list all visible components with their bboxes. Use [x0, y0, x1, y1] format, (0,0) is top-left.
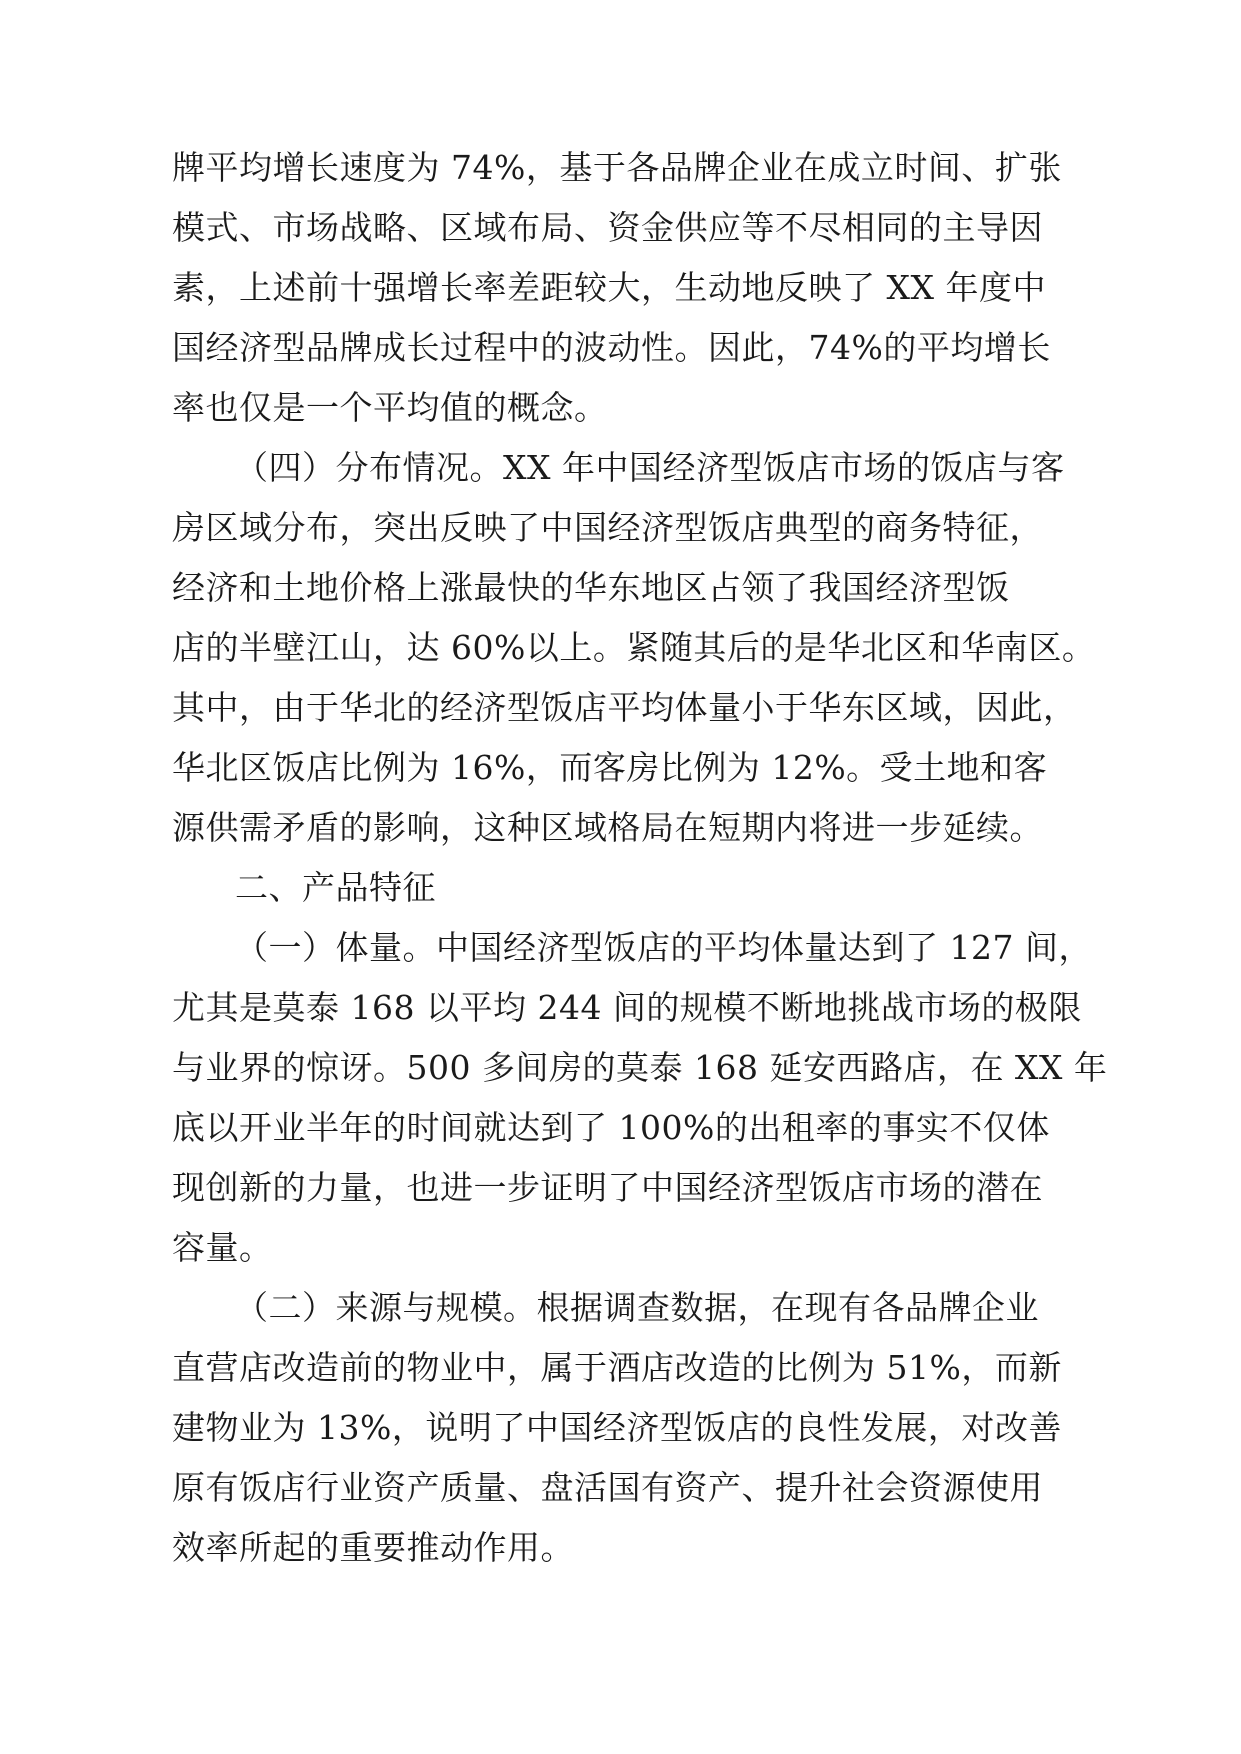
section-heading-source-scale: （二）来源与规模。根据调查数据，在现有各品牌企业	[235, 1288, 1039, 1327]
text-line: 与业界的惊讶。500 多间房的莫泰 168 延安西路店，在 XX 年	[172, 1048, 1108, 1087]
section-heading-volume: （一）体量。中国经济型饭店的平均体量达到了 127 间，	[235, 928, 1092, 967]
text-line: 直营店改造前的物业中，属于酒店改造的比例为 51%，而新	[172, 1348, 1062, 1387]
text-line: 牌平均增长速度为 74%，基于各品牌企业在成立时间、扩张	[172, 148, 1062, 187]
text-line: 店的半壁江山，达 60%以上。紧随其后的是华北区和华南区。	[172, 628, 1096, 667]
text-line: 效率所起的重要推动作用。	[172, 1528, 574, 1567]
section-heading-product: 二、产品特征	[235, 868, 436, 907]
text-line: 经济和土地价格上涨最快的华东地区占领了我国经济型饭	[172, 568, 1010, 607]
text-line: 华北区饭店比例为 16%，而客房比例为 12%。受土地和客	[172, 748, 1048, 787]
text-line: 率也仅是一个平均值的概念。	[172, 388, 608, 427]
text-line: 素，上述前十强增长率差距较大，生动地反映了 XX 年度中	[172, 268, 1046, 307]
text-line: 底以开业半年的时间就达到了 100%的出租率的事实不仅体	[172, 1108, 1050, 1147]
text-line: 建物业为 13%，说明了中国经济型饭店的良性发展，对改善	[172, 1408, 1062, 1447]
text-line: 尤其是莫泰 168 以平均 244 间的规模不断地挑战市场的极限	[172, 988, 1082, 1027]
text-line: 容量。	[172, 1228, 273, 1267]
text-line: 国经济型品牌成长过程中的波动性。因此，74%的平均增长	[172, 328, 1051, 367]
text-line: 源供需矛盾的影响，这种区域格局在短期内将进一步延续。	[172, 808, 1043, 847]
text-line: 其中，由于华北的经济型饭店平均体量小于华东区域，因此，	[172, 688, 1077, 727]
text-line: 模式、市场战略、区域布局、资金供应等不尽相同的主导因	[172, 208, 1043, 247]
text-line: 现创新的力量，也进一步证明了中国经济型饭店市场的潜在	[172, 1168, 1043, 1207]
text-line: 原有饭店行业资产质量、盘活国有资产、提升社会资源使用	[172, 1468, 1043, 1507]
section-heading-distribution: （四）分布情况。XX 年中国经济型饭店市场的饭店与客	[235, 448, 1065, 487]
text-line: 房区域分布，突出反映了中国经济型饭店典型的商务特征，	[172, 508, 1043, 547]
